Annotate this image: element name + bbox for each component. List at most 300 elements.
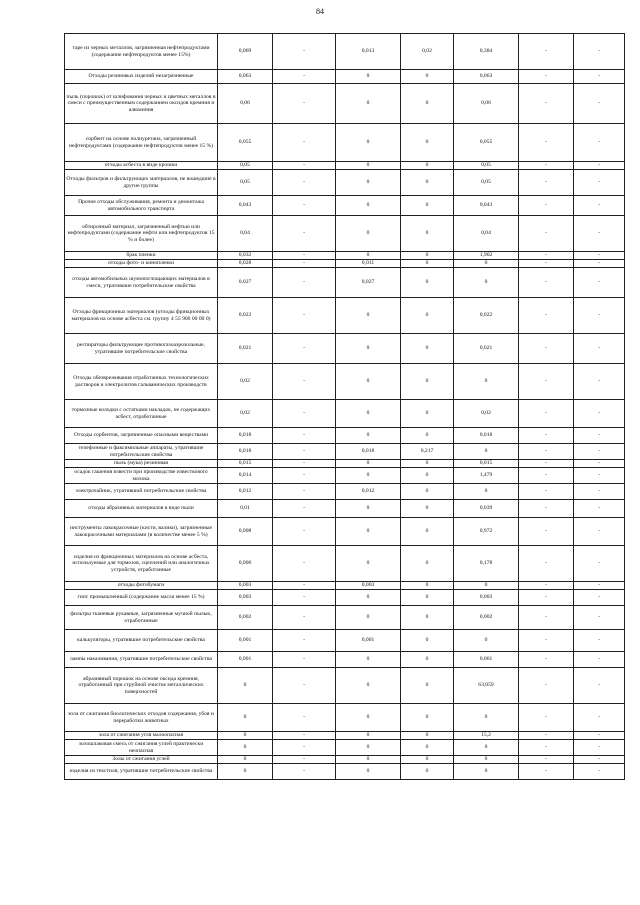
col-1-cell: 0,063 <box>218 70 273 84</box>
col-4-cell: 0 <box>401 268 454 298</box>
col-3-cell: 0 <box>336 652 401 668</box>
table-row <box>65 764 625 780</box>
col-4-cell: 0 <box>401 582 454 590</box>
col-2-cell: - <box>273 764 336 780</box>
col-7-cell: - <box>574 518 625 546</box>
table-row <box>65 428 625 444</box>
col-2-cell: - <box>273 740 336 756</box>
col-7-cell: - <box>574 460 625 468</box>
col-1-cell: 0,055 <box>218 124 273 162</box>
col-1-cell: 0,069 <box>218 34 273 70</box>
col-5-cell: 0,015 <box>454 460 519 468</box>
waste-name-cell: отходы фото- и кинопленки <box>65 260 218 268</box>
col-4-cell: 0 <box>401 606 454 630</box>
col-5-cell: 0,063 <box>454 70 519 84</box>
col-6-cell: - <box>519 444 574 460</box>
col-1-cell: 0,05 <box>218 162 273 170</box>
col-6-cell: - <box>519 582 574 590</box>
waste-name-cell: Золы от сжигания углей <box>65 756 218 764</box>
col-6-cell: - <box>519 364 574 400</box>
col-7-cell: - <box>574 546 625 582</box>
col-7-cell: - <box>574 216 625 252</box>
col-1-cell: 0 <box>218 704 273 732</box>
col-5-cell: 0,384 <box>454 34 519 70</box>
col-6-cell: - <box>519 170 574 196</box>
col-6-cell: - <box>519 260 574 268</box>
col-6-cell: - <box>519 740 574 756</box>
waste-name-cell: отходы фотобумаги <box>65 582 218 590</box>
col-6-cell: - <box>519 630 574 652</box>
col-7-cell: - <box>574 652 625 668</box>
col-5-cell: 0,021 <box>454 334 519 364</box>
col-3-cell: 0 <box>336 606 401 630</box>
col-2-cell: - <box>273 460 336 468</box>
col-7-cell: - <box>574 196 625 216</box>
col-7-cell: - <box>574 170 625 196</box>
table-row <box>65 546 625 582</box>
col-7-cell: - <box>574 500 625 518</box>
col-4-cell: 0 <box>401 668 454 704</box>
col-5-cell: 0 <box>454 444 519 460</box>
col-7-cell: - <box>574 582 625 590</box>
col-3-cell: 0 <box>336 460 401 468</box>
table-row <box>65 84 625 124</box>
col-1-cell: 0,02 <box>218 400 273 428</box>
col-4-cell: 0 <box>401 468 454 484</box>
col-7-cell: - <box>574 124 625 162</box>
col-5-cell: 0 <box>454 630 519 652</box>
table-row <box>65 260 625 268</box>
col-7-cell: - <box>574 268 625 298</box>
col-4-cell: 0 <box>401 124 454 162</box>
col-3-cell: 0,012 <box>336 484 401 500</box>
table-row <box>65 216 625 252</box>
col-7-cell: - <box>574 444 625 460</box>
waste-name-cell: телефонные и факсимильные аппараты, утратившие потребительские свойства <box>65 444 218 460</box>
col-6-cell: - <box>519 756 574 764</box>
col-1-cell: 0 <box>218 668 273 704</box>
col-5-cell: 0,972 <box>454 518 519 546</box>
col-3-cell: 0,027 <box>336 268 401 298</box>
col-5-cell: 15,2 <box>454 732 519 740</box>
col-3-cell: 0 <box>336 468 401 484</box>
col-1-cell: 0,028 <box>218 260 273 268</box>
col-5-cell: 0 <box>454 364 519 400</box>
col-4-cell: 0 <box>401 70 454 84</box>
col-4-cell: 0 <box>401 400 454 428</box>
col-3-cell: 0 <box>336 400 401 428</box>
col-1-cell: 0,022 <box>218 298 273 334</box>
waste-name-cell: инструменты лакокрасочные (кисти, валики), загрязненные лакокрасочными материалами (в количестве менее 5 %) <box>65 518 218 546</box>
col-2-cell: - <box>273 668 336 704</box>
col-3-cell: 0 <box>336 740 401 756</box>
col-7-cell: - <box>574 732 625 740</box>
table-row <box>65 170 625 196</box>
col-3-cell: 0 <box>336 162 401 170</box>
col-2-cell: - <box>273 732 336 740</box>
col-6-cell: - <box>519 764 574 780</box>
col-1-cell: 0,001 <box>218 652 273 668</box>
table-row <box>65 606 625 630</box>
table-row <box>65 34 625 70</box>
page-number: 84 <box>316 7 324 16</box>
col-6-cell: - <box>519 668 574 704</box>
waste-name-cell: калькуляторы, утратившие потребительские свойства <box>65 630 218 652</box>
col-4-cell: 0 <box>401 756 454 764</box>
col-2-cell: - <box>273 334 336 364</box>
table-row <box>65 732 625 740</box>
waste-name-cell: осадок гашения извести при производстве известкового молока <box>65 468 218 484</box>
waste-name-cell: отходы абразивных материалов в виде пыли <box>65 500 218 518</box>
col-6-cell: - <box>519 460 574 468</box>
col-6-cell: - <box>519 162 574 170</box>
col-7-cell: - <box>574 84 625 124</box>
col-4-cell: 0 <box>401 252 454 260</box>
col-4-cell: 0 <box>401 196 454 216</box>
waste-name-cell: Отходы сорбентов, загрязненные опасными веществами <box>65 428 218 444</box>
waste-name-cell: таре из черных металлов, загрязненная нефтепродуктами (содержание нефтепродуктов менее 15%) <box>65 34 218 70</box>
waste-name-cell: золошлаковая смесь от сжигания углей практически неопасная <box>65 740 218 756</box>
col-2-cell: - <box>273 590 336 606</box>
col-3-cell: 0 <box>336 196 401 216</box>
col-2-cell: - <box>273 170 336 196</box>
col-5-cell: 0 <box>454 260 519 268</box>
col-7-cell: - <box>574 668 625 704</box>
waste-table-body <box>65 34 625 780</box>
col-6-cell: - <box>519 652 574 668</box>
col-4-cell: 0 <box>401 764 454 780</box>
col-6-cell: - <box>519 428 574 444</box>
col-4-cell: 0 <box>401 170 454 196</box>
col-4-cell: 0 <box>401 590 454 606</box>
col-1-cell: 0,015 <box>218 460 273 468</box>
col-5-cell: 0,043 <box>454 196 519 216</box>
table-row <box>65 500 625 518</box>
col-5-cell: 0 <box>454 704 519 732</box>
col-2-cell: - <box>273 124 336 162</box>
col-3-cell: 0 <box>336 732 401 740</box>
table-row <box>65 484 625 500</box>
waste-name-cell: электрочайник, утративший потребительские свойства <box>65 484 218 500</box>
col-7-cell: - <box>574 364 625 400</box>
col-3-cell: 0,013 <box>336 34 401 70</box>
table-row <box>65 460 625 468</box>
col-3-cell: 0 <box>336 124 401 162</box>
col-6-cell: - <box>519 70 574 84</box>
col-2-cell: - <box>273 756 336 764</box>
col-1-cell: 0,02 <box>218 364 273 400</box>
table-row <box>65 400 625 428</box>
table-row <box>65 518 625 546</box>
waste-name-cell: зола от сжигания биологических отходов содержания, убоя и переработки животных <box>65 704 218 732</box>
col-7-cell: - <box>574 252 625 260</box>
col-2-cell: - <box>273 162 336 170</box>
table-row <box>65 468 625 484</box>
col-7-cell: - <box>574 260 625 268</box>
col-5-cell: 0 <box>454 764 519 780</box>
col-7-cell: - <box>574 590 625 606</box>
col-4-cell: 0,02 <box>401 34 454 70</box>
table-row <box>65 590 625 606</box>
col-7-cell: - <box>574 400 625 428</box>
col-5-cell: 0,018 <box>454 428 519 444</box>
col-6-cell: - <box>519 196 574 216</box>
col-2-cell: - <box>273 484 336 500</box>
col-4-cell: 0 <box>401 428 454 444</box>
col-3-cell: 0 <box>336 704 401 732</box>
table-row <box>65 668 625 704</box>
col-2-cell: - <box>273 582 336 590</box>
col-2-cell: - <box>273 428 336 444</box>
col-1-cell: 0,006 <box>218 546 273 582</box>
col-4-cell: 0 <box>401 500 454 518</box>
col-4-cell: 0 <box>401 630 454 652</box>
col-5-cell: 0,05 <box>454 170 519 196</box>
col-3-cell: 0 <box>336 590 401 606</box>
waste-name-cell: фильтры тканевые рукавные, загрязненные мучной пылью, отработанные <box>65 606 218 630</box>
col-7-cell: - <box>574 162 625 170</box>
col-5-cell: 0,06 <box>454 84 519 124</box>
table-row <box>65 704 625 732</box>
table-row <box>65 252 625 260</box>
col-1-cell: 0,003 <box>218 582 273 590</box>
waste-name-cell: Отходы обезвреживания отработанных технологических растворов и электролитов гальванических производств <box>65 364 218 400</box>
col-1-cell: 0,04 <box>218 216 273 252</box>
waste-name-cell: зола от сжигания угля малоопасная <box>65 732 218 740</box>
col-2-cell: - <box>273 444 336 460</box>
col-6-cell: - <box>519 500 574 518</box>
col-3-cell: 0 <box>336 216 401 252</box>
col-4-cell: 0 <box>401 298 454 334</box>
table-row <box>65 444 625 460</box>
col-1-cell: 0,003 <box>218 590 273 606</box>
col-4-cell: 0 <box>401 260 454 268</box>
col-1-cell: 0,018 <box>218 428 273 444</box>
col-3-cell: 0 <box>336 70 401 84</box>
col-2-cell: - <box>273 400 336 428</box>
col-6-cell: - <box>519 704 574 732</box>
col-2-cell: - <box>273 34 336 70</box>
table-row <box>65 298 625 334</box>
table-row <box>65 268 625 298</box>
col-5-cell: 0,02 <box>454 400 519 428</box>
col-2-cell: - <box>273 518 336 546</box>
col-1-cell: 0,01 <box>218 500 273 518</box>
col-7-cell: - <box>574 606 625 630</box>
col-3-cell: 0 <box>336 756 401 764</box>
col-1-cell: 0,002 <box>218 606 273 630</box>
col-2-cell: - <box>273 216 336 252</box>
col-7-cell: - <box>574 740 625 756</box>
col-1-cell: 0,012 <box>218 484 273 500</box>
col-6-cell: - <box>519 298 574 334</box>
col-3-cell: 0 <box>336 668 401 704</box>
col-2-cell: - <box>273 84 336 124</box>
col-7-cell: - <box>574 756 625 764</box>
col-6-cell: - <box>519 84 574 124</box>
col-7-cell: - <box>574 70 625 84</box>
waste-name-cell: сорбент на основе полиуретана, загрязненный нефтепродуктами (содержание нефтепродуктов менее 15 %) <box>65 124 218 162</box>
col-6-cell: - <box>519 484 574 500</box>
col-4-cell: 0 <box>401 652 454 668</box>
col-4-cell: 0 <box>401 216 454 252</box>
col-4-cell: 0 <box>401 460 454 468</box>
col-5-cell: 0,055 <box>454 124 519 162</box>
waste-name-cell: тормозные колодки с остатками накладок, не содержащих асбест, отработанные <box>65 400 218 428</box>
col-2-cell: - <box>273 268 336 298</box>
col-6-cell: - <box>519 34 574 70</box>
col-7-cell: - <box>574 764 625 780</box>
col-4-cell: 0 <box>401 732 454 740</box>
table-row <box>65 70 625 84</box>
col-5-cell: 0,04 <box>454 216 519 252</box>
col-5-cell: 63,059 <box>454 668 519 704</box>
table-row <box>65 162 625 170</box>
col-5-cell: 1,902 <box>454 252 519 260</box>
col-4-cell: 0 <box>401 84 454 124</box>
col-5-cell: 0,178 <box>454 546 519 582</box>
col-2-cell: - <box>273 500 336 518</box>
col-2-cell: - <box>273 704 336 732</box>
col-1-cell: 0 <box>218 756 273 764</box>
col-4-cell: 0 <box>401 704 454 732</box>
waste-name-cell: Отходы резиновых изделий незагрязненные <box>65 70 218 84</box>
table-row <box>65 364 625 400</box>
col-7-cell: - <box>574 704 625 732</box>
col-3-cell: 0 <box>336 252 401 260</box>
col-5-cell: 0 <box>454 582 519 590</box>
col-2-cell: - <box>273 630 336 652</box>
waste-name-cell: брак пленки <box>65 252 218 260</box>
col-3-cell: 0 <box>336 546 401 582</box>
col-1-cell: 0 <box>218 764 273 780</box>
col-5-cell: 0,002 <box>454 606 519 630</box>
col-2-cell: - <box>273 364 336 400</box>
col-4-cell: 0,217 <box>401 444 454 460</box>
waste-table <box>64 33 625 780</box>
table-row <box>65 630 625 652</box>
col-2-cell: - <box>273 196 336 216</box>
col-7-cell: - <box>574 298 625 334</box>
waste-name-cell: респираторы фильтрующие противогазоаэрозольные, утратившие потребительские свойства <box>65 334 218 364</box>
col-3-cell: 0 <box>336 170 401 196</box>
table-row <box>65 334 625 364</box>
col-7-cell: - <box>574 334 625 364</box>
table-row <box>65 124 625 162</box>
col-6-cell: - <box>519 590 574 606</box>
col-4-cell: 0 <box>401 334 454 364</box>
col-1-cell: 0 <box>218 732 273 740</box>
col-3-cell: 0 <box>336 518 401 546</box>
col-1-cell: 0,008 <box>218 518 273 546</box>
col-3-cell: 0 <box>336 298 401 334</box>
col-1-cell: 0,001 <box>218 630 273 652</box>
col-2-cell: - <box>273 298 336 334</box>
waste-name-cell: лампы накаливания, утратившие потребительские свойства <box>65 652 218 668</box>
col-4-cell: 0 <box>401 518 454 546</box>
col-5-cell: 0 <box>454 740 519 756</box>
col-2-cell: - <box>273 546 336 582</box>
col-6-cell: - <box>519 124 574 162</box>
col-7-cell: - <box>574 468 625 484</box>
col-5-cell: 0,003 <box>454 590 519 606</box>
table-row <box>65 756 625 764</box>
col-1-cell: 0,014 <box>218 468 273 484</box>
col-2-cell: - <box>273 70 336 84</box>
col-4-cell: 0 <box>401 162 454 170</box>
col-5-cell: 0,001 <box>454 652 519 668</box>
col-1-cell: 0,021 <box>218 334 273 364</box>
waste-name-cell: отходы автомобильных шумопоглощающих материалов в смеси, утратившие потребительские свойства <box>65 268 218 298</box>
col-6-cell: - <box>519 334 574 364</box>
col-3-cell: 0,011 <box>336 260 401 268</box>
col-5-cell: 0,05 <box>454 162 519 170</box>
col-2-cell: - <box>273 652 336 668</box>
col-3-cell: 0 <box>336 364 401 400</box>
col-1-cell: 0,027 <box>218 268 273 298</box>
col-7-cell: - <box>574 484 625 500</box>
col-4-cell: 0 <box>401 740 454 756</box>
table-row <box>65 196 625 216</box>
col-5-cell: 0,039 <box>454 500 519 518</box>
waste-name-cell: пыль (мука) резиновая <box>65 460 218 468</box>
col-5-cell: 0 <box>454 484 519 500</box>
col-2-cell: - <box>273 468 336 484</box>
col-6-cell: - <box>519 606 574 630</box>
col-1-cell: 0,018 <box>218 444 273 460</box>
col-3-cell: 0,001 <box>336 630 401 652</box>
waste-name-cell: пыль (порошок) от шлифования черных и цветных металлов в смеси с преимущественным содержанием оксидов кремния и алюминия <box>65 84 218 124</box>
waste-name-cell: изделия из текстиля, утратившие потребительские свойства <box>65 764 218 780</box>
table-row <box>65 740 625 756</box>
col-2-cell: - <box>273 260 336 268</box>
col-7-cell: - <box>574 34 625 70</box>
col-2-cell: - <box>273 606 336 630</box>
col-3-cell: 0,003 <box>336 582 401 590</box>
waste-name-cell: Прочие отходы обслуживания, ремонта и демонтажа автомобильного транспорта <box>65 196 218 216</box>
col-6-cell: - <box>519 268 574 298</box>
col-6-cell: - <box>519 468 574 484</box>
col-3-cell: 0 <box>336 764 401 780</box>
col-1-cell: 0,06 <box>218 84 273 124</box>
col-7-cell: - <box>574 630 625 652</box>
col-6-cell: - <box>519 252 574 260</box>
col-4-cell: 0 <box>401 546 454 582</box>
col-7-cell: - <box>574 428 625 444</box>
waste-name-cell: абразивный порошок на основе оксида кремния, отработанный при струйной очистке металлических поверхностей <box>65 668 218 704</box>
waste-name-cell: Отходы фрикционных материалов (отходы фрикционных материалов на основе асбеста см. группу 4 55 900 00 00 0) <box>65 298 218 334</box>
col-3-cell: 0 <box>336 84 401 124</box>
waste-name-cell: изделия из фрикционных материалов на основе асбеста, используемые для тормозов, сцеплений или аналогичных устройств, отработанные <box>65 546 218 582</box>
col-2-cell: - <box>273 252 336 260</box>
col-5-cell: 0 <box>454 268 519 298</box>
waste-name-cell: обтирочный материал, загрязненный нефтью или нефтепродуктами (содержание нефти или нефтепродуктов 15 % и более) <box>65 216 218 252</box>
table-row <box>65 652 625 668</box>
waste-name-cell: отходы асбеста в виде крошки <box>65 162 218 170</box>
col-6-cell: - <box>519 732 574 740</box>
waste-name-cell: Отходы фильтров и фильтрующих материалов, не вошедшие в другие группы <box>65 170 218 196</box>
col-4-cell: 0 <box>401 484 454 500</box>
waste-name-cell: гипс промышленный (содержание масла менее 15 %) <box>65 590 218 606</box>
col-5-cell: 1,479 <box>454 468 519 484</box>
col-1-cell: 0 <box>218 740 273 756</box>
col-3-cell: 0 <box>336 500 401 518</box>
col-4-cell: 0 <box>401 364 454 400</box>
col-5-cell: 0 <box>454 756 519 764</box>
col-6-cell: - <box>519 546 574 582</box>
col-3-cell: 0,018 <box>336 444 401 460</box>
col-5-cell: 0,022 <box>454 298 519 334</box>
